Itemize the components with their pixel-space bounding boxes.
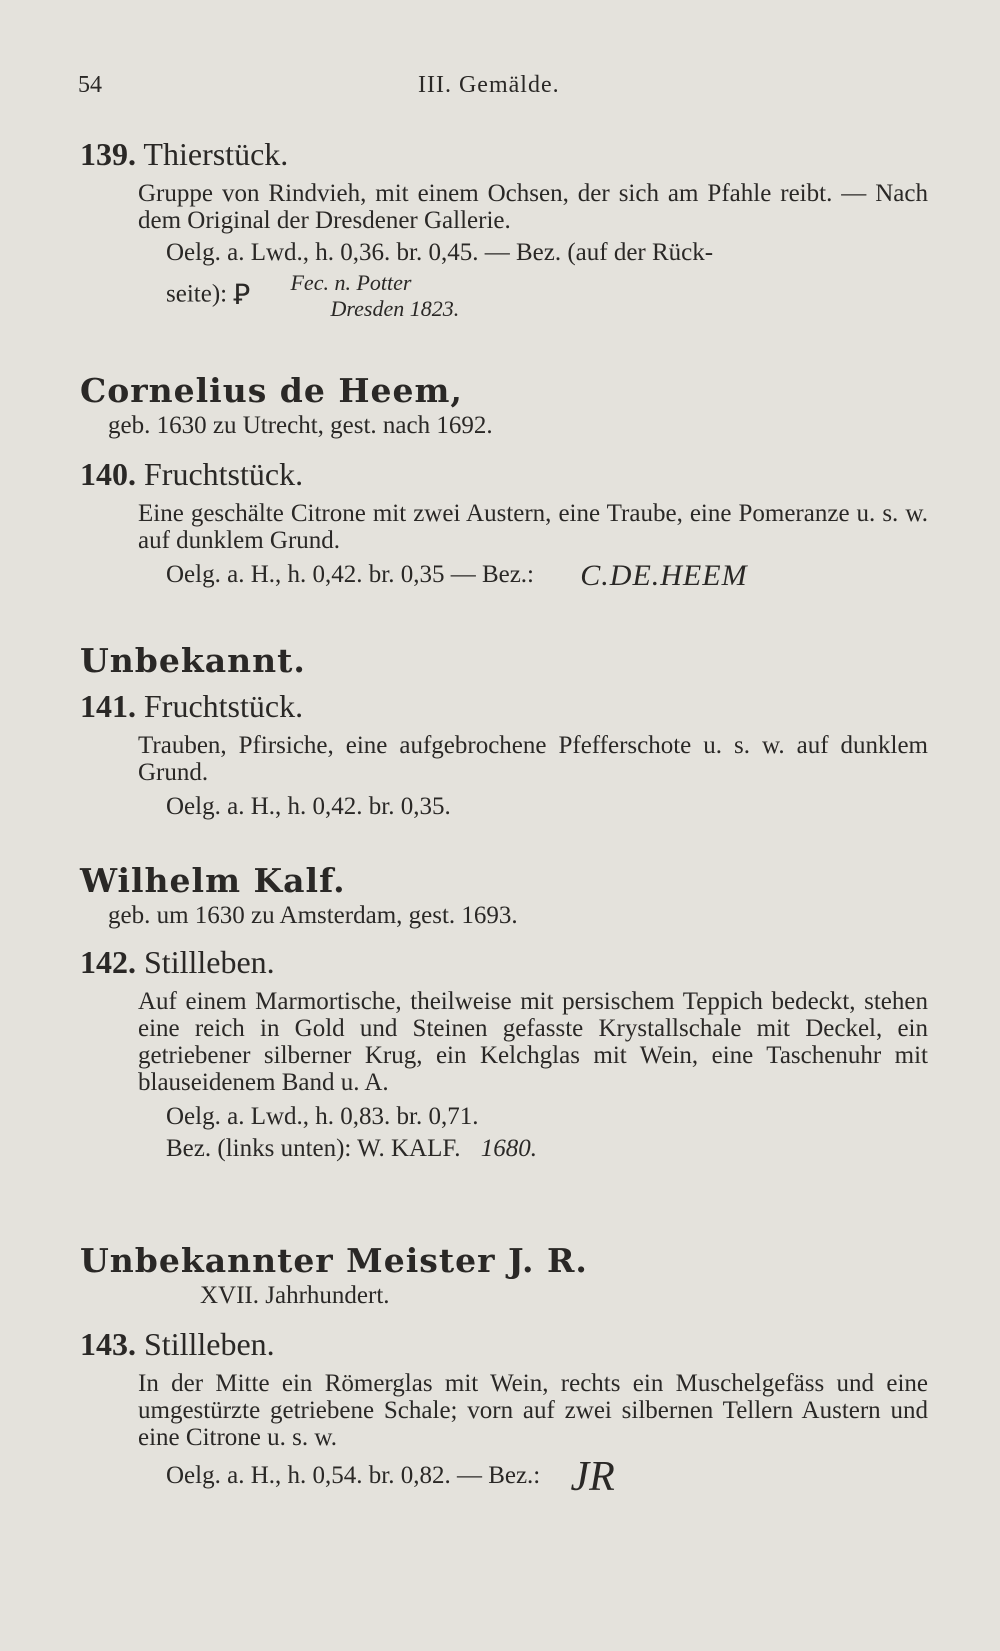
entry-description: Gruppe von Rindvieh, mit einem Ochsen, der sich am Pfahle reibt. — Nach dem Original der Dresdener Gallerie. xyxy=(138,180,928,234)
entry-number: 139. xyxy=(80,136,136,172)
entry-description: Trauben, Pfirsiche, eine aufgebrochene Pfefferschote u. s. w. auf dunklem Grund. xyxy=(138,732,928,786)
signature-line: Fec. n. Potter xyxy=(290,270,412,295)
entry-139 xyxy=(80,136,928,322)
entry-title: Thierstück. xyxy=(143,136,289,172)
entry-heading xyxy=(80,456,920,492)
entry-signature-row xyxy=(166,270,920,322)
running-title: III. Gemälde. xyxy=(418,72,560,98)
entry-title: Stillleben. xyxy=(144,1326,275,1362)
artist-life: geb. um 1630 zu Amsterdam, gest. 1693. xyxy=(108,902,518,929)
entry-description: Eine geschälte Citrone mit zwei Austern, eine Traube, eine Pomeranze u. s. w. auf dunklem Grund. xyxy=(138,500,928,554)
artist-jr xyxy=(80,1242,920,1310)
entry-title: Stillleben. xyxy=(144,944,275,980)
signature-heem: C.DE.HEEM xyxy=(580,559,748,593)
entry-meta: Oelg. a. H., h. 0,54. br. 0,82. — Bez.: xyxy=(166,1462,541,1489)
entry-meta-row xyxy=(166,560,920,591)
entry-meta: Oelg. a. Lwd., h. 0,83. br. 0,71. xyxy=(166,1103,479,1130)
signature-year: 1680. xyxy=(480,1135,538,1162)
artist-life: XVII. Jahrhundert. xyxy=(200,1282,390,1309)
entry-number: 143. xyxy=(80,1326,136,1362)
signature-inscription xyxy=(270,270,459,322)
artist-life: geb. 1630 zu Utrecht, gest. nach 1692. xyxy=(108,412,493,439)
page-number: 54 xyxy=(78,72,102,98)
entry-meta-continued: seite): xyxy=(166,280,228,308)
monogram-mark: Ꝑ xyxy=(233,280,251,311)
entry-143 xyxy=(80,1326,928,1501)
entry-title: Fruchtstück. xyxy=(144,688,304,724)
entry-meta: Oelg. a. Lwd., h. 0,36. br. 0,45. — Bez. (auf der Rück- xyxy=(166,239,714,266)
entry-number: 141. xyxy=(80,688,136,724)
artist-name: Wilhelm Kalf. xyxy=(80,861,346,900)
signature-jr: JR xyxy=(570,1454,615,1501)
entry-heading xyxy=(80,688,920,724)
entry-meta-row xyxy=(166,1454,920,1501)
entry-meta-signature xyxy=(166,1134,920,1164)
artist-unbekannt xyxy=(80,642,920,680)
artist-kalf xyxy=(80,862,920,930)
entry-description: Auf einem Marmortische, theilweise mit persischem Teppich bedeckt, stehen eine reich in Gold und Steinen gefasste Krystallschale mit Deckel, ein getriebener silberner Krug, ein Kelchglas mit Wein, eine Taschenuhr mit blauseidenem Band u. A. xyxy=(138,988,928,1096)
signature-line: Dresden 1823. xyxy=(330,296,460,321)
entry-heading xyxy=(80,1326,920,1362)
entry-number: 140. xyxy=(80,456,136,492)
entry-number: 142. xyxy=(80,944,136,980)
artist-name: Cornelius de Heem, xyxy=(80,371,463,410)
entry-meta: Oelg. a. H., h. 0,42. br. 0,35. xyxy=(166,793,451,820)
entry-meta: Oelg. a. H., h. 0,42. br. 0,35 — Bez.: xyxy=(166,561,535,588)
entry-heading xyxy=(80,944,920,980)
artist-name: Unbekannter Meister J. R. xyxy=(80,1241,588,1280)
entry-142 xyxy=(80,944,928,1164)
entry-heading xyxy=(80,136,920,172)
entry-description: In der Mitte ein Römerglas mit Wein, rechts ein Muschelgefäss und eine umgestürzte getriebene Schale; vorn auf zwei silbernen Tellern Austern und eine Citrone u. s. w. xyxy=(138,1370,928,1451)
entry-141 xyxy=(80,688,928,822)
entry-140 xyxy=(80,456,928,593)
artist-heem xyxy=(80,372,920,440)
signature-text: Bez. (links unten): W. KALF. xyxy=(166,1135,461,1162)
entry-title: Fruchtstück. xyxy=(144,456,304,492)
artist-name: Unbekannt. xyxy=(80,641,306,680)
